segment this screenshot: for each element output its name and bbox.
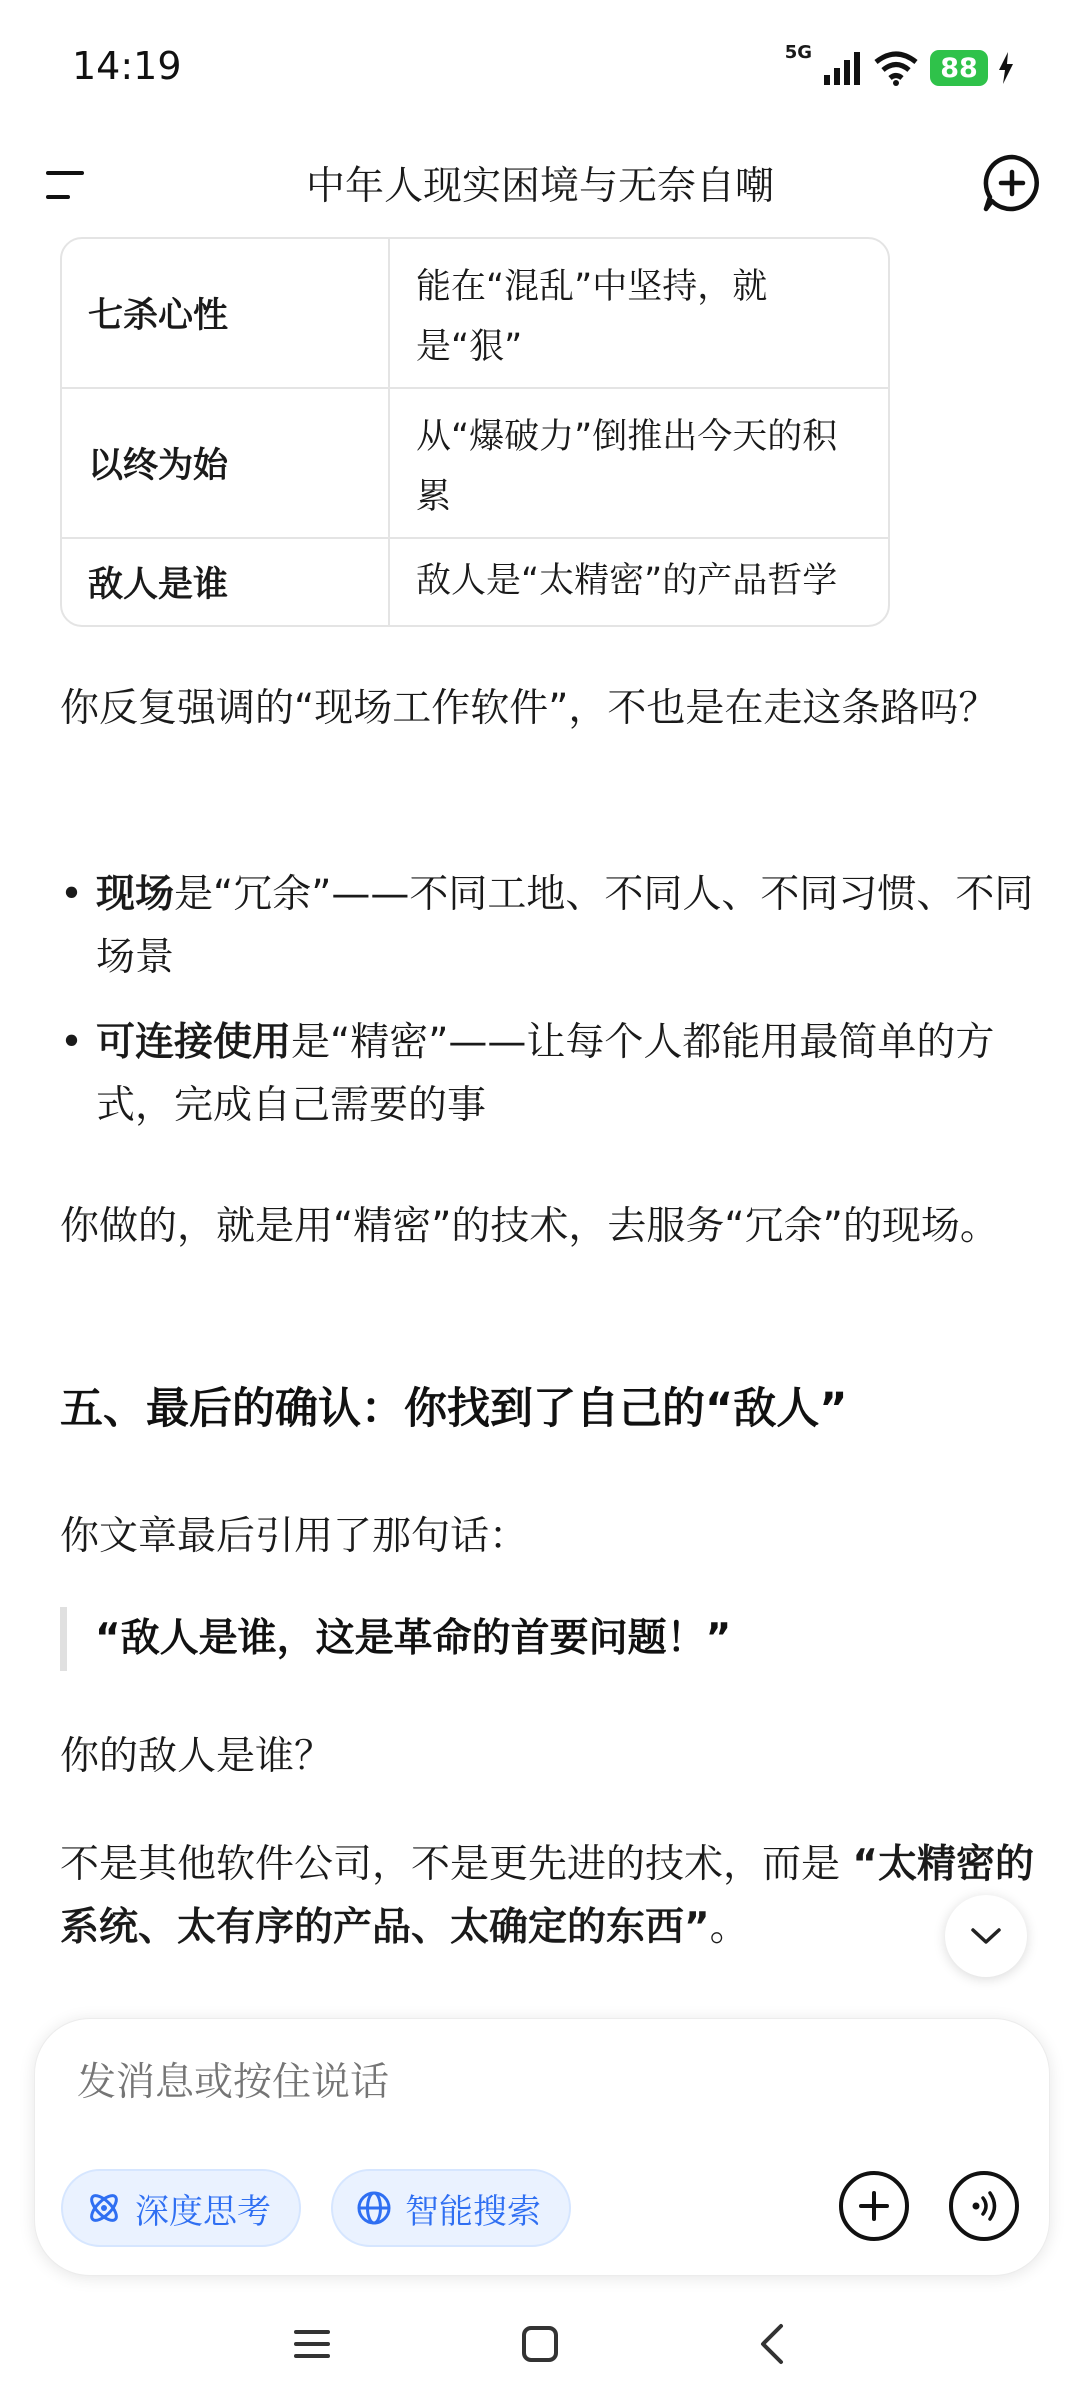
list-item-text: 是“冗余”——不同工地、不同人、不同习惯、不同场景 [96,872,1034,980]
back-button[interactable] [740,2312,804,2376]
paragraph: 你的敌人是谁？ [60,1734,334,1779]
smart-search-label: 智能搜索 [405,2191,541,2232]
table-cell-value: 从“爆破力”倒推出今天的积累 [416,417,838,517]
signal-icon [822,51,862,85]
voice-call-button[interactable] [949,2171,1019,2241]
wifi-icon [872,50,920,86]
comparison-table [60,237,890,627]
chevron-down-icon [969,1926,1003,1946]
deep-think-label: 深度思考 [135,2191,271,2232]
status-time: 14:19 [72,44,182,88]
table-cell-key: 敌人是谁 [62,539,390,625]
status-bar [0,0,1080,135]
table-cell-value: 敌人是“太精密”的产品哲学 [416,561,838,601]
list-item-text: 是“精密”——让每个人都能用最简单的方式，完成自己需要的事 [96,1020,995,1128]
atom-icon [85,2189,123,2227]
paragraph-text: 不是其他软件公司，不是更先进的技术，而是 [60,1842,853,1887]
system-nav-bar [0,2290,1080,2400]
table-row [62,537,888,625]
conversation-title[interactable]: 中年人现实困境与无奈自嘲 [305,164,774,209]
paragraph: 你做的，就是用“精密”的技术，去服务“冗余”的现场。 [60,1204,999,1249]
status-icons [784,42,1014,90]
globe-icon [355,2189,393,2227]
network-label: 5G [784,42,812,63]
table-row [62,387,888,537]
paragraph [60,1833,1040,1959]
bullet-dot: • [60,1020,84,1065]
home-square-icon [520,2324,560,2364]
recents-button[interactable] [280,2312,344,2376]
back-chevron-icon [757,2322,787,2366]
chat-content [0,235,1080,1995]
table-cell-key: 以终为始 [62,389,390,537]
list-item-bold: 现场 [96,872,175,917]
paragraph-text-end: 。 [709,1905,749,1950]
scroll-to-bottom-button[interactable] [945,1895,1027,1977]
plus-icon [857,2189,891,2223]
list-item [60,863,1050,989]
paragraph: 你文章最后引用了那句话： [60,1514,529,1559]
app-header [0,135,1080,235]
charging-icon [998,52,1014,84]
deep-think-button[interactable] [61,2169,301,2247]
smart-search-button[interactable] [331,2169,571,2247]
voice-icon [964,2186,1004,2226]
list-item [60,1011,1050,1137]
battery-indicator: 88 [930,50,988,86]
bullet-dot: • [60,872,84,917]
message-input[interactable] [75,2059,955,2106]
paragraph-bold: “太精密的系统、太有序的产品、太确定的东西” [60,1842,1035,1950]
menu-lines-icon [290,2324,334,2364]
paragraph: 你反复强调的“现场工作软件”，不也是在走这条路吗？ [60,686,998,731]
add-attachment-button[interactable] [839,2171,909,2241]
message-composer [34,2018,1050,2276]
list-item-bold: 可连接使用 [96,1020,292,1065]
home-button[interactable] [508,2312,572,2376]
table-cell-key: 七杀心性 [62,239,390,387]
new-chat-icon[interactable] [980,151,1044,215]
table-row [62,239,888,387]
blockquote: “敌人是谁，这是革命的首要问题！” [60,1607,1020,1671]
section-heading: 五、最后的确认：你找到了自己的“敌人” [60,1384,848,1434]
table-cell-value: 能在“混乱”中坚持，就是“狠” [416,267,768,367]
